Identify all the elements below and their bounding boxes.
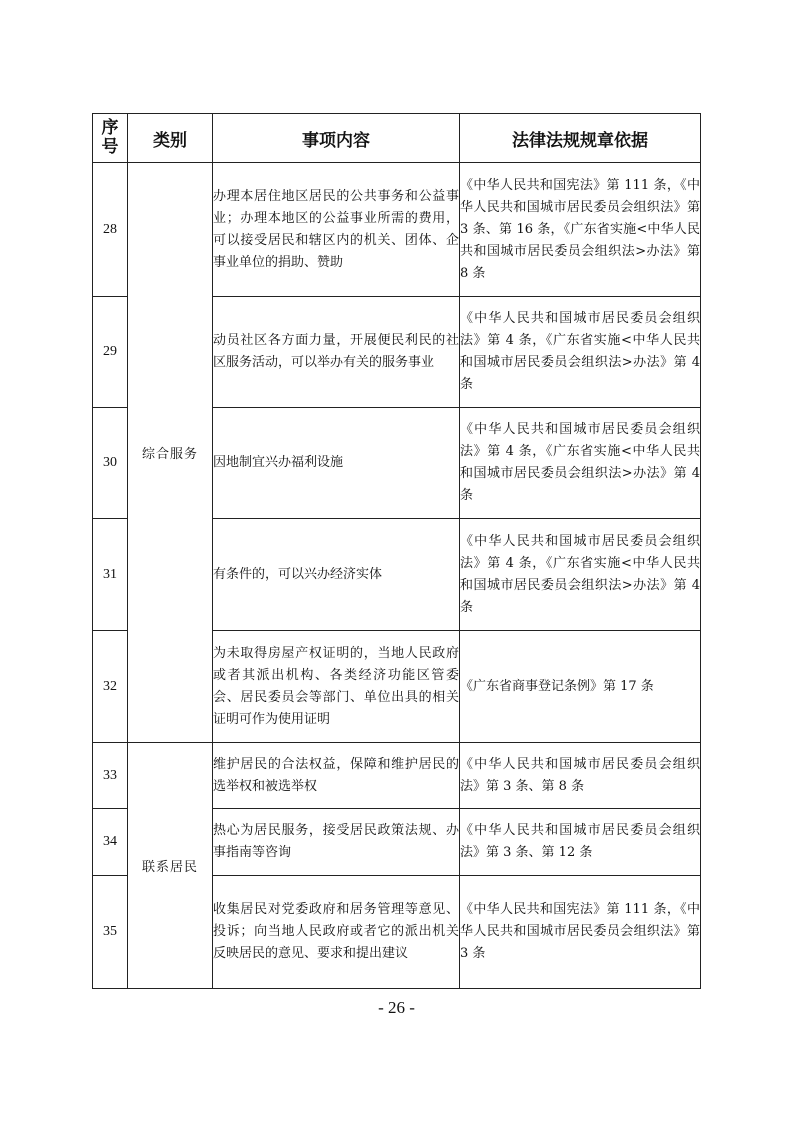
row-content: 热心为居民服务，接受居民政策法规、办事指南等咨询 [213, 809, 460, 876]
row-basis: 《中华人民共和国城市居民委员会组织法》第 4 条，《广东省实施<中华人民共和国城市居民委员会组织法>办法》第 4 条 [460, 408, 701, 519]
page-number: - 26 - [378, 998, 415, 1017]
row-content: 动员社区各方面力量，开展便民利民的社区服务活动，可以举办有关的服务事业 [213, 297, 460, 408]
row-number: 31 [93, 519, 128, 631]
regulation-table [92, 113, 701, 989]
row-content: 因地制宜兴办福利设施 [213, 408, 460, 519]
row-number: 33 [93, 743, 128, 809]
row-number: 30 [93, 408, 128, 519]
category-cell-service: 综合服务 [128, 163, 213, 743]
row-basis: 《广东省商事登记条例》第 17 条 [460, 631, 701, 743]
row-number: 29 [93, 297, 128, 408]
table-row [93, 743, 701, 809]
row-number: 28 [93, 163, 128, 297]
row-content: 有条件的，可以兴办经济实体 [213, 519, 460, 631]
row-content: 维护居民的合法权益，保障和维护居民的选举权和被选举权 [213, 743, 460, 809]
row-number: 34 [93, 809, 128, 876]
header-index [93, 114, 128, 163]
header-basis: 法律法规规章依据 [460, 114, 701, 163]
table-row [93, 163, 701, 297]
row-basis: 《中华人民共和国城市居民委员会组织法》第 4 条，《广东省实施<中华人民共和国城市居民委员会组织法>办法》第 4 条 [460, 519, 701, 631]
row-number: 32 [93, 631, 128, 743]
row-content: 收集居民对党委政府和居务管理等意见、投诉；向当地人民政府或者它的派出机关反映居民的意见、要求和提出建议 [213, 876, 460, 989]
row-content: 为未取得房屋产权证明的，当地人民政府或者其派出机构、各类经济功能区管委会、居民委员会等部门、单位出具的相关证明可作为使用证明 [213, 631, 460, 743]
row-basis: 《中华人民共和国城市居民委员会组织法》第 4 条，《广东省实施<中华人民共和国城市居民委员会组织法>办法》第 4 条 [460, 297, 701, 408]
header-content: 事项内容 [213, 114, 460, 163]
row-basis: 《中华人民共和国城市居民委员会组织法》第 3 条、第 12 条 [460, 809, 701, 876]
category-cell-contact: 联系居民 [128, 743, 213, 989]
header-category: 类别 [128, 114, 213, 163]
row-content: 办理本居住地区居民的公共事务和公益事业；办理本地区的公益事业所需的费用，可以接受居民和辖区内的机关、团体、企事业单位的捐助、赞助 [213, 163, 460, 297]
row-basis: 《中华人民共和国宪法》第 111 条，《中华人民共和国城市居民委员会组织法》第 3 条、第 16 条，《广东省实施<中华人民共和国城市居民委员会组织法>办法》第 8 条 [460, 163, 701, 297]
table-header-row [93, 114, 701, 163]
header-index-line2: 号 [101, 137, 119, 157]
row-basis: 《中华人民共和国城市居民委员会组织法》第 3 条、第 8 条 [460, 743, 701, 809]
header-index-line1: 序 [101, 118, 119, 138]
row-basis: 《中华人民共和国宪法》第 111 条，《中华人民共和国城市居民委员会组织法》第 3 条 [460, 876, 701, 989]
row-number: 35 [93, 876, 128, 989]
